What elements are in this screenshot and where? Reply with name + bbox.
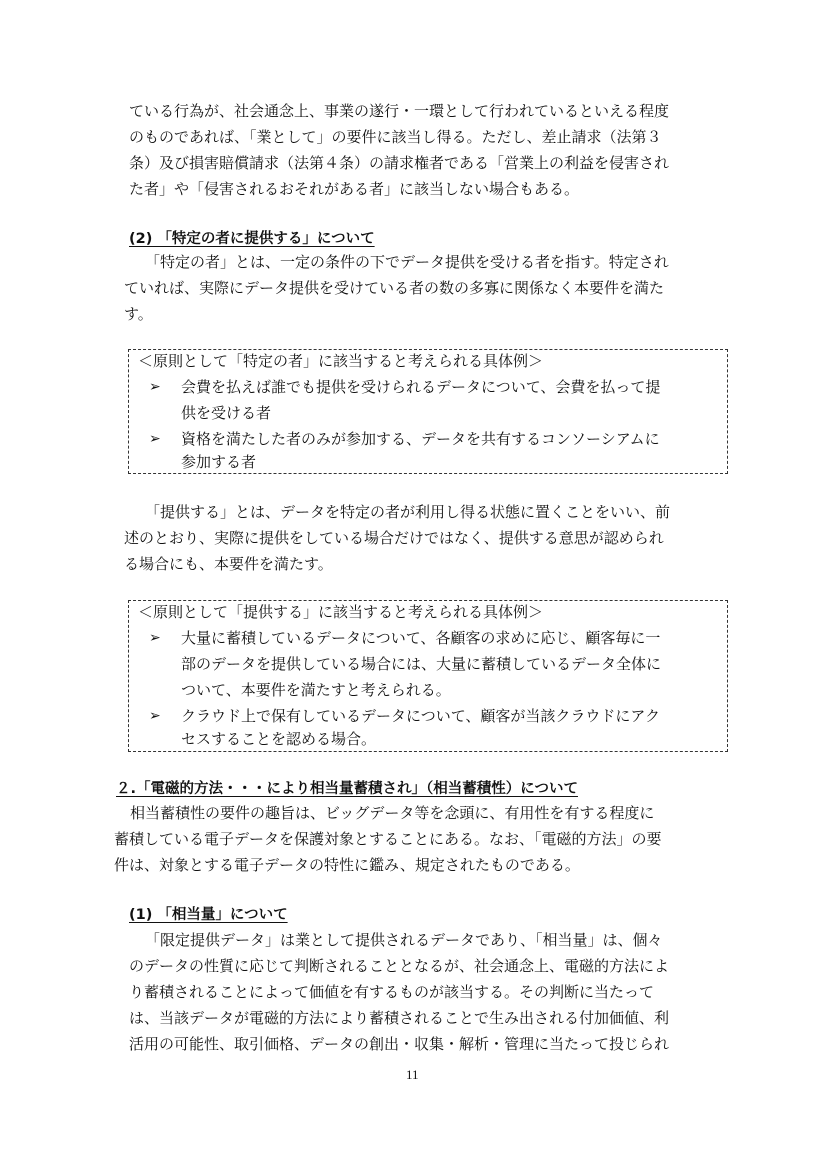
paragraph-5-line-2: のデータの性質に応じて判断されることとなるが、社会通念上、電磁的方法によ [129,957,670,975]
paragraph-2-line-1: 「特定の者」とは、一定の条件の下でデータ提供を受ける者を指す。特定され [145,253,669,271]
arrowhead-bullet-icon: ➢ [149,708,161,724]
box-1-item-2-line-2: 参加する者 [181,453,257,471]
box-2-item-1-line-1: 大量に蓄積しているデータについて、各顧客の求めに応じ、顧客毎に一 [181,629,661,647]
paragraph-1-line-4: た者」や「侵害されるおそれがある者」に該当しない場合もある。 [129,180,580,198]
paragraph-3-line-3: る場合にも、本要件を満たす。 [124,555,333,573]
box-1-title: ＜原則として「特定の者」に該当すると考えられる具体例＞ [138,352,544,370]
box-1-item-1-line-2: 供を受ける者 [181,404,272,422]
paragraph-2-line-2: ていれば、実際にデータ提供を受けている者の数の多寡に関係なく本要件を満た [124,279,665,297]
paragraph-5-line-5: 活用の可能性、取引価格、データの創出・収集・解析・管理に当たって投じられ [129,1035,670,1053]
paragraph-1-line-1: ている行為が、社会通念上、事業の遂行・一環として行われているといえる程度 [129,102,670,120]
box-2-item-2-line-1: クラウド上で保有しているデータについて、顧客が当該クラウドにアク [181,707,660,725]
box-1-item-2-line-1: 資格を満たした者のみが参加する、データを共有するコンソーシアムに [181,430,660,448]
example-box-specific-person [128,349,728,474]
paragraph-1-line-3: 条）及び損害賠償請求（法第４条）の請求権者である「営業上の利益を侵害され [129,154,670,172]
box-2-item-1-line-3: ついて、本要件を満たすと考えられる。 [181,681,451,699]
paragraph-4-line-2: 蓄積している電子データを保護対象とすることにある。なお、「電磁的方法」の要 [114,830,662,848]
paragraph-1-line-2: のものであれば、「業として」の要件に該当し得る。ただし、差止請求（法第３ [129,128,662,146]
paragraph-4-line-3: 件は、対象とする電子データの特性に鑑み、規定されたものである。 [114,856,580,874]
paragraph-3-line-1: 「提供する」とは、データを特定の者が利用し得る状態に置くことをいい、前 [145,503,671,521]
heading-specific-person: (2) 「特定の者に提供する」について [129,231,375,247]
paragraph-3-line-2: 述のとおり、実際に提供をしている場合だけではなく、提供する意思が認められ [124,529,664,547]
paragraph-5-line-4: は、当該データが電磁的方法により蓄積されることで生み出される付加価値、利 [129,1009,670,1027]
box-2-item-1-line-2: 部のデータを提供している場合には、大量に蓄積しているデータ全体に [181,655,662,673]
paragraph-2-line-3: す。 [124,305,153,323]
paragraph-5-line-3: り蓄積されることによって価値を有するものが該当する。その判断に当たって [129,983,655,1001]
arrowhead-bullet-icon: ➢ [149,379,161,395]
box-2-item-2-line-2: セスすることを認める場合。 [181,730,377,748]
paragraph-4-line-1: 相当蓄積性の要件の趣旨は、ビッグデータ等を念頭に、有用性を有する程度に [130,804,655,822]
section-2-heading: ２.「電磁的方法・・・により相当量蓄積され」（相当蓄積性）について [116,781,578,797]
example-box-provide [128,600,728,752]
arrowhead-bullet-icon: ➢ [149,630,161,646]
arrowhead-bullet-icon: ➢ [149,431,161,447]
paragraph-5-line-1: 「限定提供データ」は業として提供されるデータであり、「相当量」は、個々 [145,931,663,949]
box-1-item-1-line-1: 会費を払えば誰でも提供を受けられるデータについて、会費を払って提 [181,378,661,396]
page-number: 11 [406,1067,419,1082]
heading-considerable-amount: (1) 「相当量」について [129,907,288,923]
box-2-title: ＜原則として「提供する」に該当すると考えられる具体例＞ [138,603,544,621]
